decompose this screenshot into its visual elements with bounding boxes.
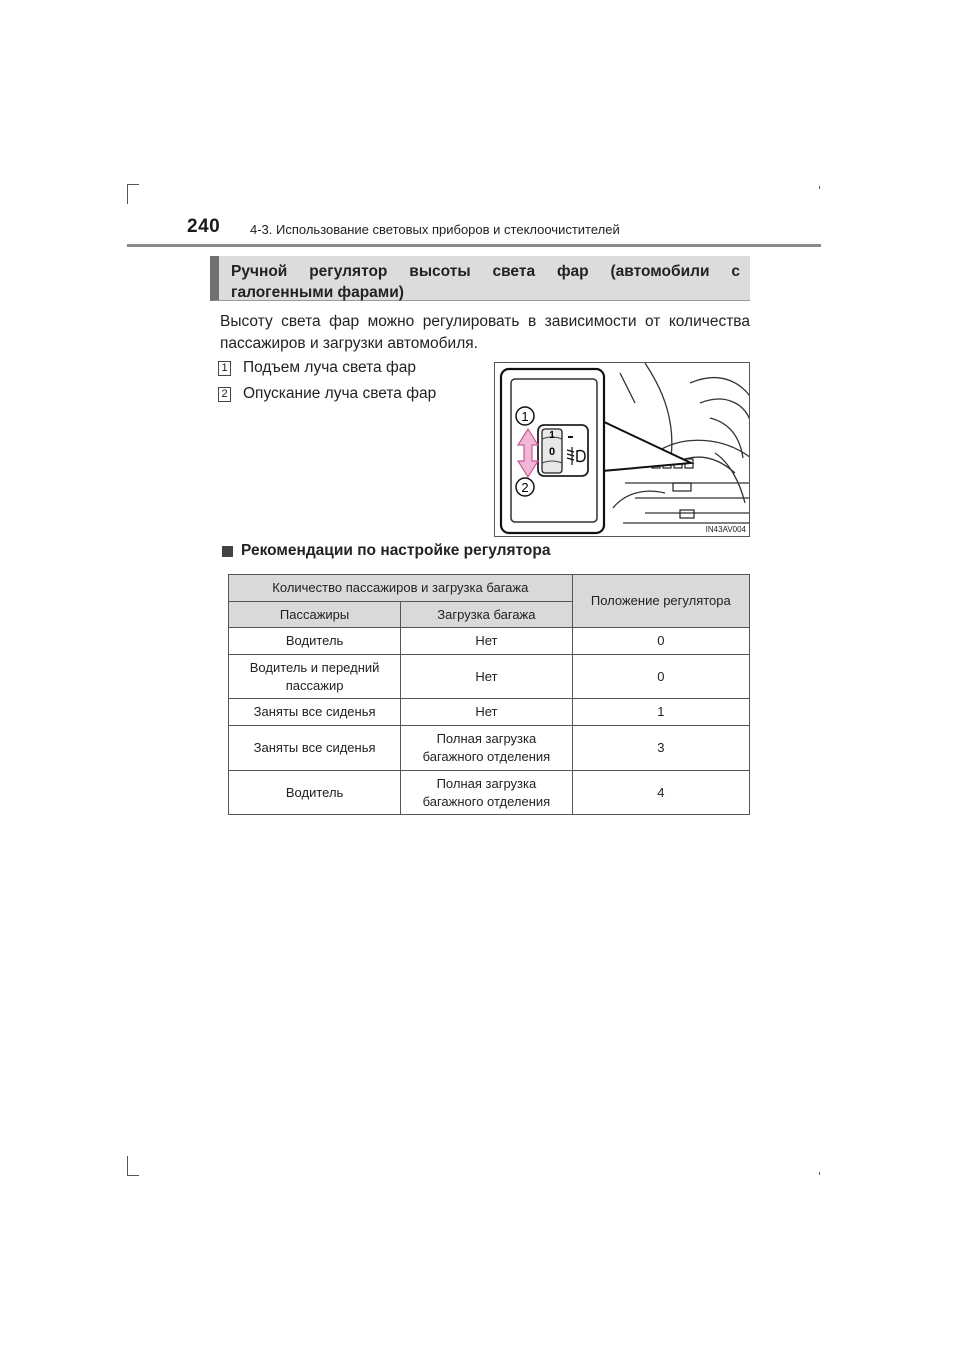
figure-code: IN43AV004 [705,525,746,534]
cell-cargo: Нет [401,628,572,655]
recommend-heading-text: Рекомендации по настройке регулятора [241,542,551,559]
headlight-leveling-figure [494,362,750,537]
crop-mark [819,1172,820,1175]
cell-passengers: Водитель и передний пассажир [229,655,401,699]
table-row [229,726,750,771]
intro-paragraph: Высоту света фар можно регулировать в зависимости от количества пассажиров и загрузки автомобиля. [220,313,750,352]
table-row [229,628,750,655]
svg-text:2: 2 [521,480,529,495]
table-row [229,655,750,699]
cell-cargo: Нет [401,699,572,726]
cell-cargo: Полная загрузка багажного отделения [401,726,572,771]
crop-mark [127,1156,128,1176]
table-row [229,771,750,815]
dial-label-top: 1 [549,430,555,441]
table-header-cargo: Загрузка багажа [401,602,572,628]
table-row [229,699,750,726]
page-number: 240 [187,216,221,237]
callout-up [516,407,534,425]
legend-text-2: Опускание луча света фар [243,385,437,402]
cell-position: 1 [572,699,749,726]
table-header-passengers: Пассажиры [229,602,401,628]
cell-passengers: Заняты все сиденья [229,726,401,771]
callout-down [516,478,534,496]
cell-position: 0 [572,628,749,655]
cell-position: 3 [572,726,749,771]
cell-passengers: Водитель [229,628,401,655]
crop-mark [127,184,128,204]
cell-cargo: Полная загрузка багажного отделения [401,771,572,815]
cell-cargo: Нет [401,655,572,699]
section-title-box [210,256,750,301]
cell-position: 0 [572,655,749,699]
legend-item-2 [218,385,436,403]
legend-text-1: Подъем луча света фар [243,359,416,376]
section-title: Ручной регулятор высоты света фар (автомобили с галогенными фарами) [231,263,740,301]
dial-label-zero: 0 [548,446,556,458]
dashboard-illustration [495,363,750,537]
legend-number-2: 2 [218,387,231,402]
cell-passengers: Заняты все сиденья [229,699,401,726]
cell-position: 4 [572,771,749,815]
table-header-group: Количество пассажиров и загрузка багажа [229,575,573,602]
svg-text:1: 1 [521,409,529,424]
table-header-position: Положение регулятора [572,575,749,628]
running-head: 4-3. Использование световых приборов и стеклоочистителей [250,222,620,237]
legend-number-1: 1 [218,361,231,376]
crop-mark [127,1175,139,1176]
cell-passengers: Водитель [229,771,401,815]
adjustment-table [228,574,750,815]
crop-mark [819,186,820,189]
legend-item-1 [218,359,416,377]
crop-mark [127,184,139,185]
header-divider [127,244,821,247]
bullet-square-icon [222,546,233,557]
recommend-heading [222,542,550,560]
